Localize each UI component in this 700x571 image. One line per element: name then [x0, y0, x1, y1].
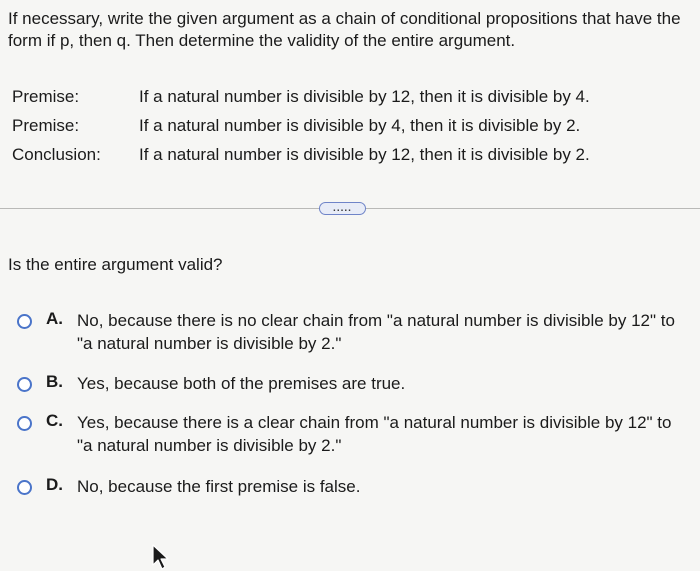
- option-a-letter: A.: [46, 309, 63, 328]
- expand-button[interactable]: [319, 202, 366, 215]
- premise-1-row: [12, 82, 692, 111]
- ellipsis-icon: .....: [333, 202, 352, 214]
- premise-2-text: If a natural number is divisible by 4, then it is divisible by 2.: [139, 115, 581, 135]
- instruction-text: If necessary, write the given argument as a chain of conditional propositions that have the form if p, then q. Then determine the validity of the entire argument.: [8, 9, 681, 50]
- argument-block: [12, 82, 692, 169]
- premise-1-text: If a natural number is divisible by 12, then it is divisible by 4.: [139, 86, 590, 106]
- conclusion-row: [12, 140, 692, 169]
- premise-1-label: Premise:: [12, 86, 80, 106]
- option-a-text: No, because there is no clear chain from "a natural number is divisible by 12" to "a natural number is divisible by 2.": [77, 311, 675, 353]
- question-text: Is the entire argument valid?: [8, 255, 223, 274]
- radio-button-c[interactable]: [17, 416, 32, 431]
- radio-button-b[interactable]: [17, 377, 32, 392]
- option-b-letter: B.: [46, 372, 63, 391]
- premise-2-label: Premise:: [12, 115, 80, 135]
- radio-button-a[interactable]: [17, 314, 32, 329]
- option-d-letter: D.: [46, 475, 63, 494]
- conclusion-text: If a natural number is divisible by 12, then it is divisible by 2.: [139, 144, 590, 164]
- option-c-text: Yes, because there is a clear chain from "a natural number is divisible by 12" to "a natural number is divisible by 2.": [77, 413, 672, 455]
- option-d-text: No, because the first premise is false.: [77, 477, 361, 496]
- radio-button-d[interactable]: [17, 480, 32, 495]
- option-b-text: Yes, because both of the premises are true.: [77, 374, 406, 393]
- conclusion-label: Conclusion:: [12, 144, 101, 164]
- premise-2-row: [12, 111, 692, 140]
- mouse-cursor-icon: [150, 543, 172, 571]
- option-c-letter: C.: [46, 411, 63, 430]
